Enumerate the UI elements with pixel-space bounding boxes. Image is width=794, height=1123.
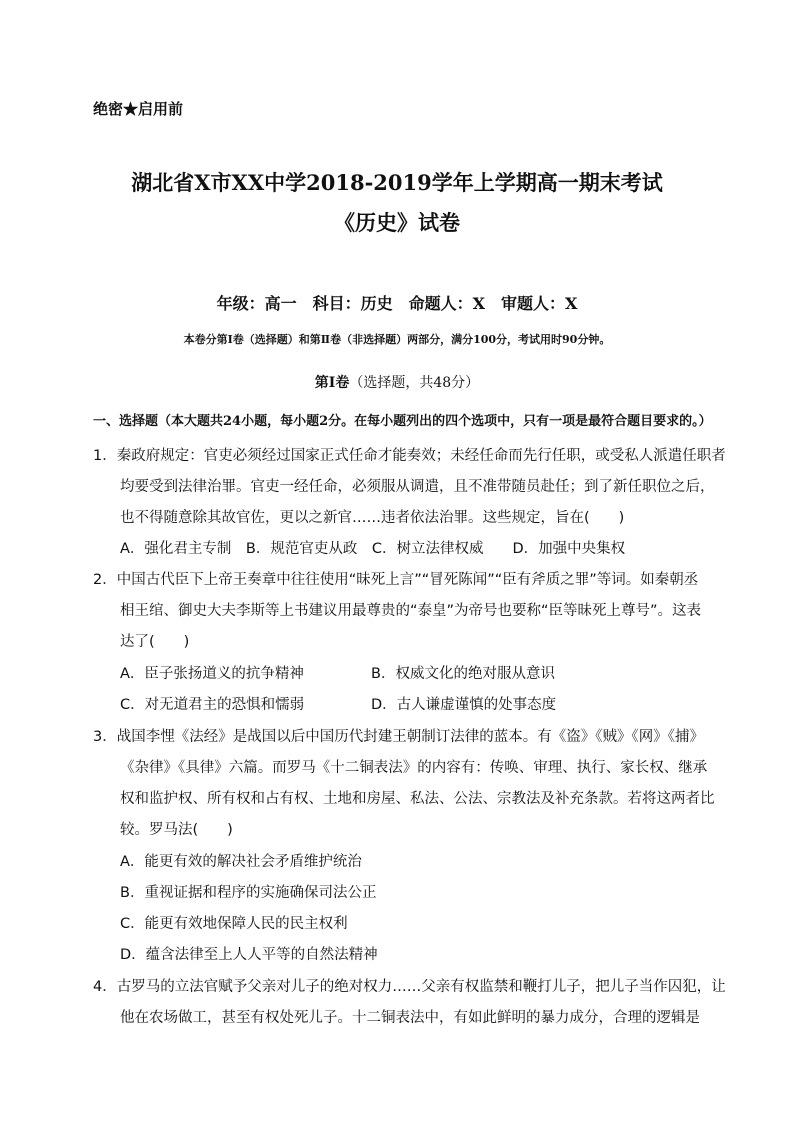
question-2-choice-c: C．对无道君主的恐惧和懦弱 xyxy=(120,697,305,713)
question-2-choice-a: A．臣子张扬道义的抗争精神 xyxy=(120,666,304,682)
question-2-line-2: 相王绾、御史大夫李斯等上书建议用最尊贵的“泰皇”为帝号也要称“臣等昧死上尊号”。这表 xyxy=(120,603,702,619)
question-3-choice-a: A．能更有效的解决社会矛盾维护统治 xyxy=(120,854,362,870)
part-title: 第Ⅰ卷 xyxy=(314,375,350,391)
section-heading: 一、选择题（本大题共24小题，每小题2分。在每小题列出的四个选项中，只有一项是最符合题目要求的。） xyxy=(93,414,712,429)
question-3-choice-b: B．重视证据和程序的实施确保司法公正 xyxy=(120,885,377,901)
part-subtitle: （选择题，共48分） xyxy=(349,375,480,391)
question-4-line-2: 他在农场做工，甚至有权处死儿子。十二铜表法中，有如此鲜明的暴力成分，合理的逻辑是 xyxy=(120,1010,700,1026)
question-3-line-3: 权和监护权、所有权和占有权、土地和房屋、私法、公法、宗教法及补充条款。若将这两者比 xyxy=(120,791,715,807)
exam-note: 本卷分第Ⅰ卷（选择题）和第Ⅱ卷（非选择题）两部分，满分100分，考试用时90分钟。 xyxy=(183,333,611,346)
question-1-choices: A．强化君主专制 B．规范官吏从政 C．树立法律权威 D．加强中央集权 xyxy=(120,541,626,557)
question-2-choice-d: D．古人谦虚谨慎的处事态度 xyxy=(371,697,557,713)
exam-title: 湖北省X市XX中学2018-2019学年上学期高一期末考试 xyxy=(131,170,663,195)
question-4-line-1: 4．古罗马的立法官赋予父亲对儿子的绝对权力……父亲有权监禁和鞭打儿子，把儿子当作囚犯，让 xyxy=(93,979,726,995)
question-2-line-3: 达了( ) xyxy=(120,634,190,650)
question-3-line-4: 较。罗马法( ) xyxy=(120,822,233,838)
question-3-choice-d: D．蕴含法律至上人人平等的自然法精神 xyxy=(120,947,378,963)
question-3-line-2: 《杂律》《具律》六篇。而罗马《十二铜表法》的内容有：传唤、审理、执行、家长权、继承 xyxy=(120,760,708,776)
question-3-line-1: 3．战国李悝《法经》是战国以后中国历代封建王朝制订法律的蓝本。有《盗》《贼》《网》《捕》 xyxy=(93,729,704,745)
exam-info: 年级：高一 科目：历史 命题人：X 审题人：X xyxy=(216,294,578,313)
question-1-line-3: 也不得随意除其故官佐，更以之新官……违者依法治罪。这些规定，旨在( ) xyxy=(120,510,625,526)
confidential-mark: 绝密★启用前 xyxy=(93,100,184,118)
question-1-line-2: 均要受到法律治罪。官吏一经任命，必须服从调遣，且不准带随员赴任；到了新任职位之后， xyxy=(120,479,715,495)
question-2-line-1: 2．中国古代臣下上帝王奏章中往往使用“昧死上言”“冒死陈闻”“臣有斧质之罪”等词。如秦朝丞 xyxy=(93,572,699,588)
question-2-choice-b: B．权威文化的绝对服从意识 xyxy=(371,666,555,682)
question-1-line-1: 1．秦政府规定：官吏必须经过国家正式任命才能奏效；未经任命而先行任职，或受私人派遣任职者 xyxy=(93,448,726,464)
part-heading xyxy=(0,372,794,392)
exam-subject-title: 《历史》试卷 xyxy=(334,210,460,235)
question-3-choice-c: C．能更有效地保障人民的民主权利 xyxy=(120,916,348,932)
